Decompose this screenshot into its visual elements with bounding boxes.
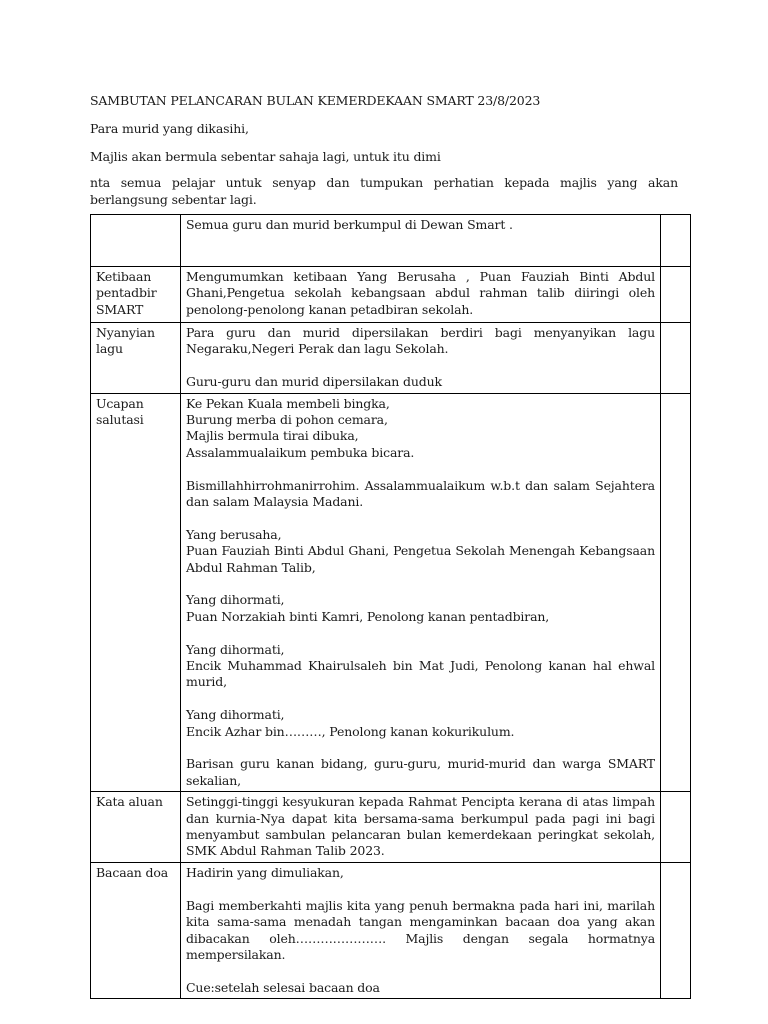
programme-row: [91, 267, 691, 323]
script-line: Para guru dan murid dipersilakan berdiri bagi menyanyikan lagu Negaraku,Negeri Perak dan lagu Sekolah.: [186, 325, 655, 357]
checkbox-column-cell: [661, 393, 691, 792]
programme-item-content: [181, 393, 661, 792]
programme-table: [90, 214, 691, 999]
programme-row: [91, 393, 691, 792]
paragraph-gap: [186, 740, 655, 756]
script-line: Encik Muhammad Khairulsaleh bin Mat Judi, Penolong kanan hal ehwal murid,: [186, 658, 655, 690]
script-line: Bagi memberkahti majlis kita yang penuh bermakna pada hari ini, marilah kita sama-sama menadah tangan mengaminkan bacaan doa yang akan dibacakan oleh…………………. Majlis dengan segala hormatnya mempersilakan.: [186, 897, 655, 962]
programme-row: [91, 792, 691, 863]
script-line: Yang dihormati,: [186, 707, 285, 723]
script-line: Setinggi-tinggi kesyukuran kepada Rahmat Pencipta kerana di atas limpah dan kurnia-Nya dapat kita bersama-sama berkumpul pada pagi ini bagi menyambut sambulan pelancaran bulan kemerdekaan peringkat sekolah, SMK Abdul Rahman Talib 2023.: [186, 794, 655, 859]
paragraph-gap: [186, 461, 655, 477]
programme-item-label: [91, 215, 181, 267]
script-line: Puan Norzakiah binti Kamri, Penolong kanan pentadbiran,: [186, 608, 550, 624]
programme-item-label: Nyanyian lagu: [91, 323, 181, 394]
programme-row: [91, 215, 691, 267]
programme-row: [91, 323, 691, 394]
paragraph-gap: [186, 510, 655, 526]
script-line: Yang dihormati,: [186, 641, 285, 657]
script-line: Guru-guru dan murid dipersilakan duduk: [186, 374, 442, 390]
script-line: Puan Fauziah Binti Abdul Ghani, Pengetua Sekolah Menengah Kebangsaan Abdul Rahman Talib,: [186, 543, 655, 575]
checkbox-column-cell: [661, 215, 691, 267]
programme-item-label: Ketibaan pentadbir SMART: [91, 267, 181, 323]
greeting-text: Para murid yang dikasihi,: [90, 121, 249, 136]
script-line: Cue:setelah selesai bacaan doa: [186, 979, 380, 995]
paragraph-gap: [186, 881, 655, 897]
paragraph-gap: [186, 576, 655, 592]
script-line: Yang berusaha,: [186, 526, 282, 542]
programme-item-label: Bacaan doa: [91, 862, 181, 998]
script-line: Yang dihormati,: [186, 592, 285, 608]
programme-item-content: [181, 862, 661, 998]
script-line: Burung merba di pohon cemara,: [186, 412, 388, 428]
programme-item-content: [181, 215, 661, 267]
paragraph-gap: [186, 963, 655, 979]
script-line: Encik Azhar bin………, Penolong kanan kokurikulum.: [186, 723, 515, 739]
intro-line: Majlis akan bermula sebentar sahaja lagi, untuk itu dimi: [90, 149, 441, 164]
checkbox-column-cell: [661, 267, 691, 323]
script-line: Bismillahhirrohmanirrohim. Assalammualaikum w.b.t dan salam Sejahtera dan salam Malaysia Madani.: [186, 477, 655, 510]
programme-item-content: [181, 267, 661, 323]
script-line: Hadirin yang dimuliakan,: [186, 864, 344, 880]
programme-item-content: [181, 792, 661, 863]
programme-item-label: Ucapan salutasi: [91, 393, 181, 792]
programme-table-body: [91, 215, 691, 999]
paragraph-gap: [186, 358, 655, 374]
paragraph-gap: [186, 625, 655, 641]
script-line: Assalammualaikum pembuka bicara.: [186, 444, 415, 460]
script-line: Barisan guru kanan bidang, guru-guru, murid-murid dan warga SMART sekalian,: [186, 756, 655, 788]
programme-row: [91, 862, 691, 998]
intro-continuation: nta semua pelajar untuk senyap dan tumpukan perhatian kepada majlis yang akan berlangsung sebentar lagi.: [90, 175, 678, 207]
programme-item-label: Kata aluan: [91, 792, 181, 863]
programme-item-content: [181, 323, 661, 394]
paragraph-gap: [186, 691, 655, 707]
checkbox-column-cell: [661, 323, 691, 394]
document-title: SAMBUTAN PELANCARAN BULAN KEMERDEKAAN SMART 23/8/2023: [90, 93, 541, 108]
script-line: Mengumumkan ketibaan Yang Berusaha , Puan Fauziah Binti Abdul Ghani,Pengetua sekolah kebangsaan abdul rahman talib diiringi oleh penolong-penolong kanan petadbiran sekolah.: [186, 269, 655, 317]
checkbox-column-cell: [661, 792, 691, 863]
script-line: Semua guru dan murid berkumpul di Dewan Smart .: [186, 217, 513, 232]
script-line: Ke Pekan Kuala membeli bingka,: [186, 395, 390, 411]
checkbox-column-cell: [661, 862, 691, 998]
script-line: Majlis bermula tirai dibuka,: [186, 428, 359, 444]
